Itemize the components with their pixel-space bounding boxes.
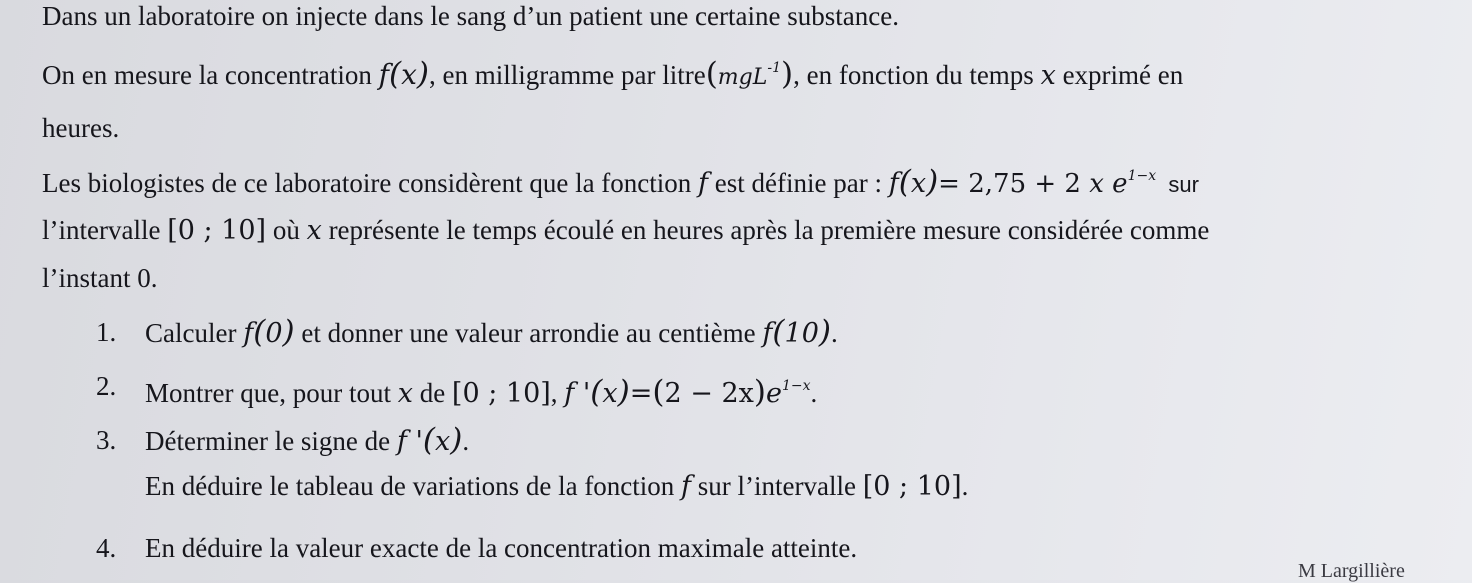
math-f: f: [698, 168, 709, 199]
intro-line-5: [42, 214, 1209, 247]
question-text: de: [412, 378, 452, 408]
intro-text: Les biologistes de ce laboratoire considèrent que la fonction: [42, 168, 699, 198]
question-text: et donner une valeur arrondie au centième: [294, 318, 763, 348]
intro-line-1: [42, 0, 899, 32]
question-text: .: [810, 378, 818, 408]
intro-text: l’intervalle: [42, 215, 168, 245]
math-x: x: [306, 215, 322, 246]
question-number: 1.: [96, 317, 117, 347]
intro-text: sur: [1168, 172, 1199, 197]
intro-line-4: [42, 160, 1199, 201]
question-text: Montrer que, pour tout: [145, 378, 398, 408]
math-x: x: [397, 378, 413, 409]
intro-line-2: On en mesure la concentration f(x), en milligramme par litre(mgL$^{-1}$), en fonction du temps x exprimé en: [42, 56, 1184, 92]
intro-text: , en fonction du temps: [793, 60, 1041, 90]
question-number: 2.: [96, 371, 117, 401]
intro-text: , en milligramme par litre: [429, 60, 706, 90]
math-f-of-0: f(0): [243, 314, 295, 350]
math-derivative-rhs: $=(2 - 2x)e^{1-x}$: [629, 374, 811, 410]
intro-text: où: [266, 215, 307, 245]
intro-text: Dans un laboratoire on injecte dans le sang d’un patient une certaine substance.: [42, 1, 899, 31]
question-text: sur l’intervalle: [691, 471, 863, 501]
math-definition-rhs: = 2,75 + 2 x $e^{1-x}$: [938, 168, 1157, 199]
math-f: f: [681, 471, 692, 502]
intro-line-3: [42, 112, 119, 144]
question-text: .: [462, 426, 470, 456]
intro-text: est définie par :: [708, 168, 889, 198]
math-f-of-10: f(10): [762, 314, 831, 350]
intro-line-6: [42, 262, 158, 294]
question-text: En déduire le tableau de variations de la fonction: [145, 471, 682, 501]
question-3: [145, 424, 469, 458]
intro-text: représente le temps écoulé en heures après la première mesure considérée comme: [321, 215, 1210, 245]
math-f-of-x: f(x): [378, 56, 430, 92]
question-text: Calculer: [145, 318, 244, 348]
math-x: x: [1040, 60, 1056, 91]
math-interval: [0 ; 10]: [167, 215, 267, 246]
intro-text: heures.: [42, 113, 120, 143]
question-text: Déterminer le signe de: [145, 426, 397, 456]
question-number: 4.: [96, 533, 117, 563]
math-unit: mgL$^{-1}$: [717, 60, 781, 90]
question-1: [145, 316, 838, 350]
question-number: 3.: [96, 425, 117, 455]
question-text: En déduire la valeur exacte de la concentration maximale atteinte.: [145, 533, 858, 563]
math-interval: [0 ; 10]: [451, 378, 551, 409]
question-text: .: [961, 471, 969, 501]
question-text: ,: [550, 378, 565, 408]
intro-text: l’instant 0.: [42, 263, 158, 293]
question-text: .: [830, 318, 838, 348]
math-derivative: f '(x): [396, 422, 463, 458]
math-interval: [0 ; 10]: [862, 471, 962, 502]
math-definition: f(x): [888, 164, 939, 200]
intro-text: On en mesure la concentration: [42, 60, 379, 90]
math-derivative: f '(x): [564, 374, 630, 410]
question-4: [145, 532, 857, 564]
intro-text: exprimé en: [1055, 60, 1184, 90]
author-signature: M Largillière: [1298, 560, 1405, 582]
question-3-sub: [145, 470, 968, 503]
question-2: [145, 370, 817, 410]
